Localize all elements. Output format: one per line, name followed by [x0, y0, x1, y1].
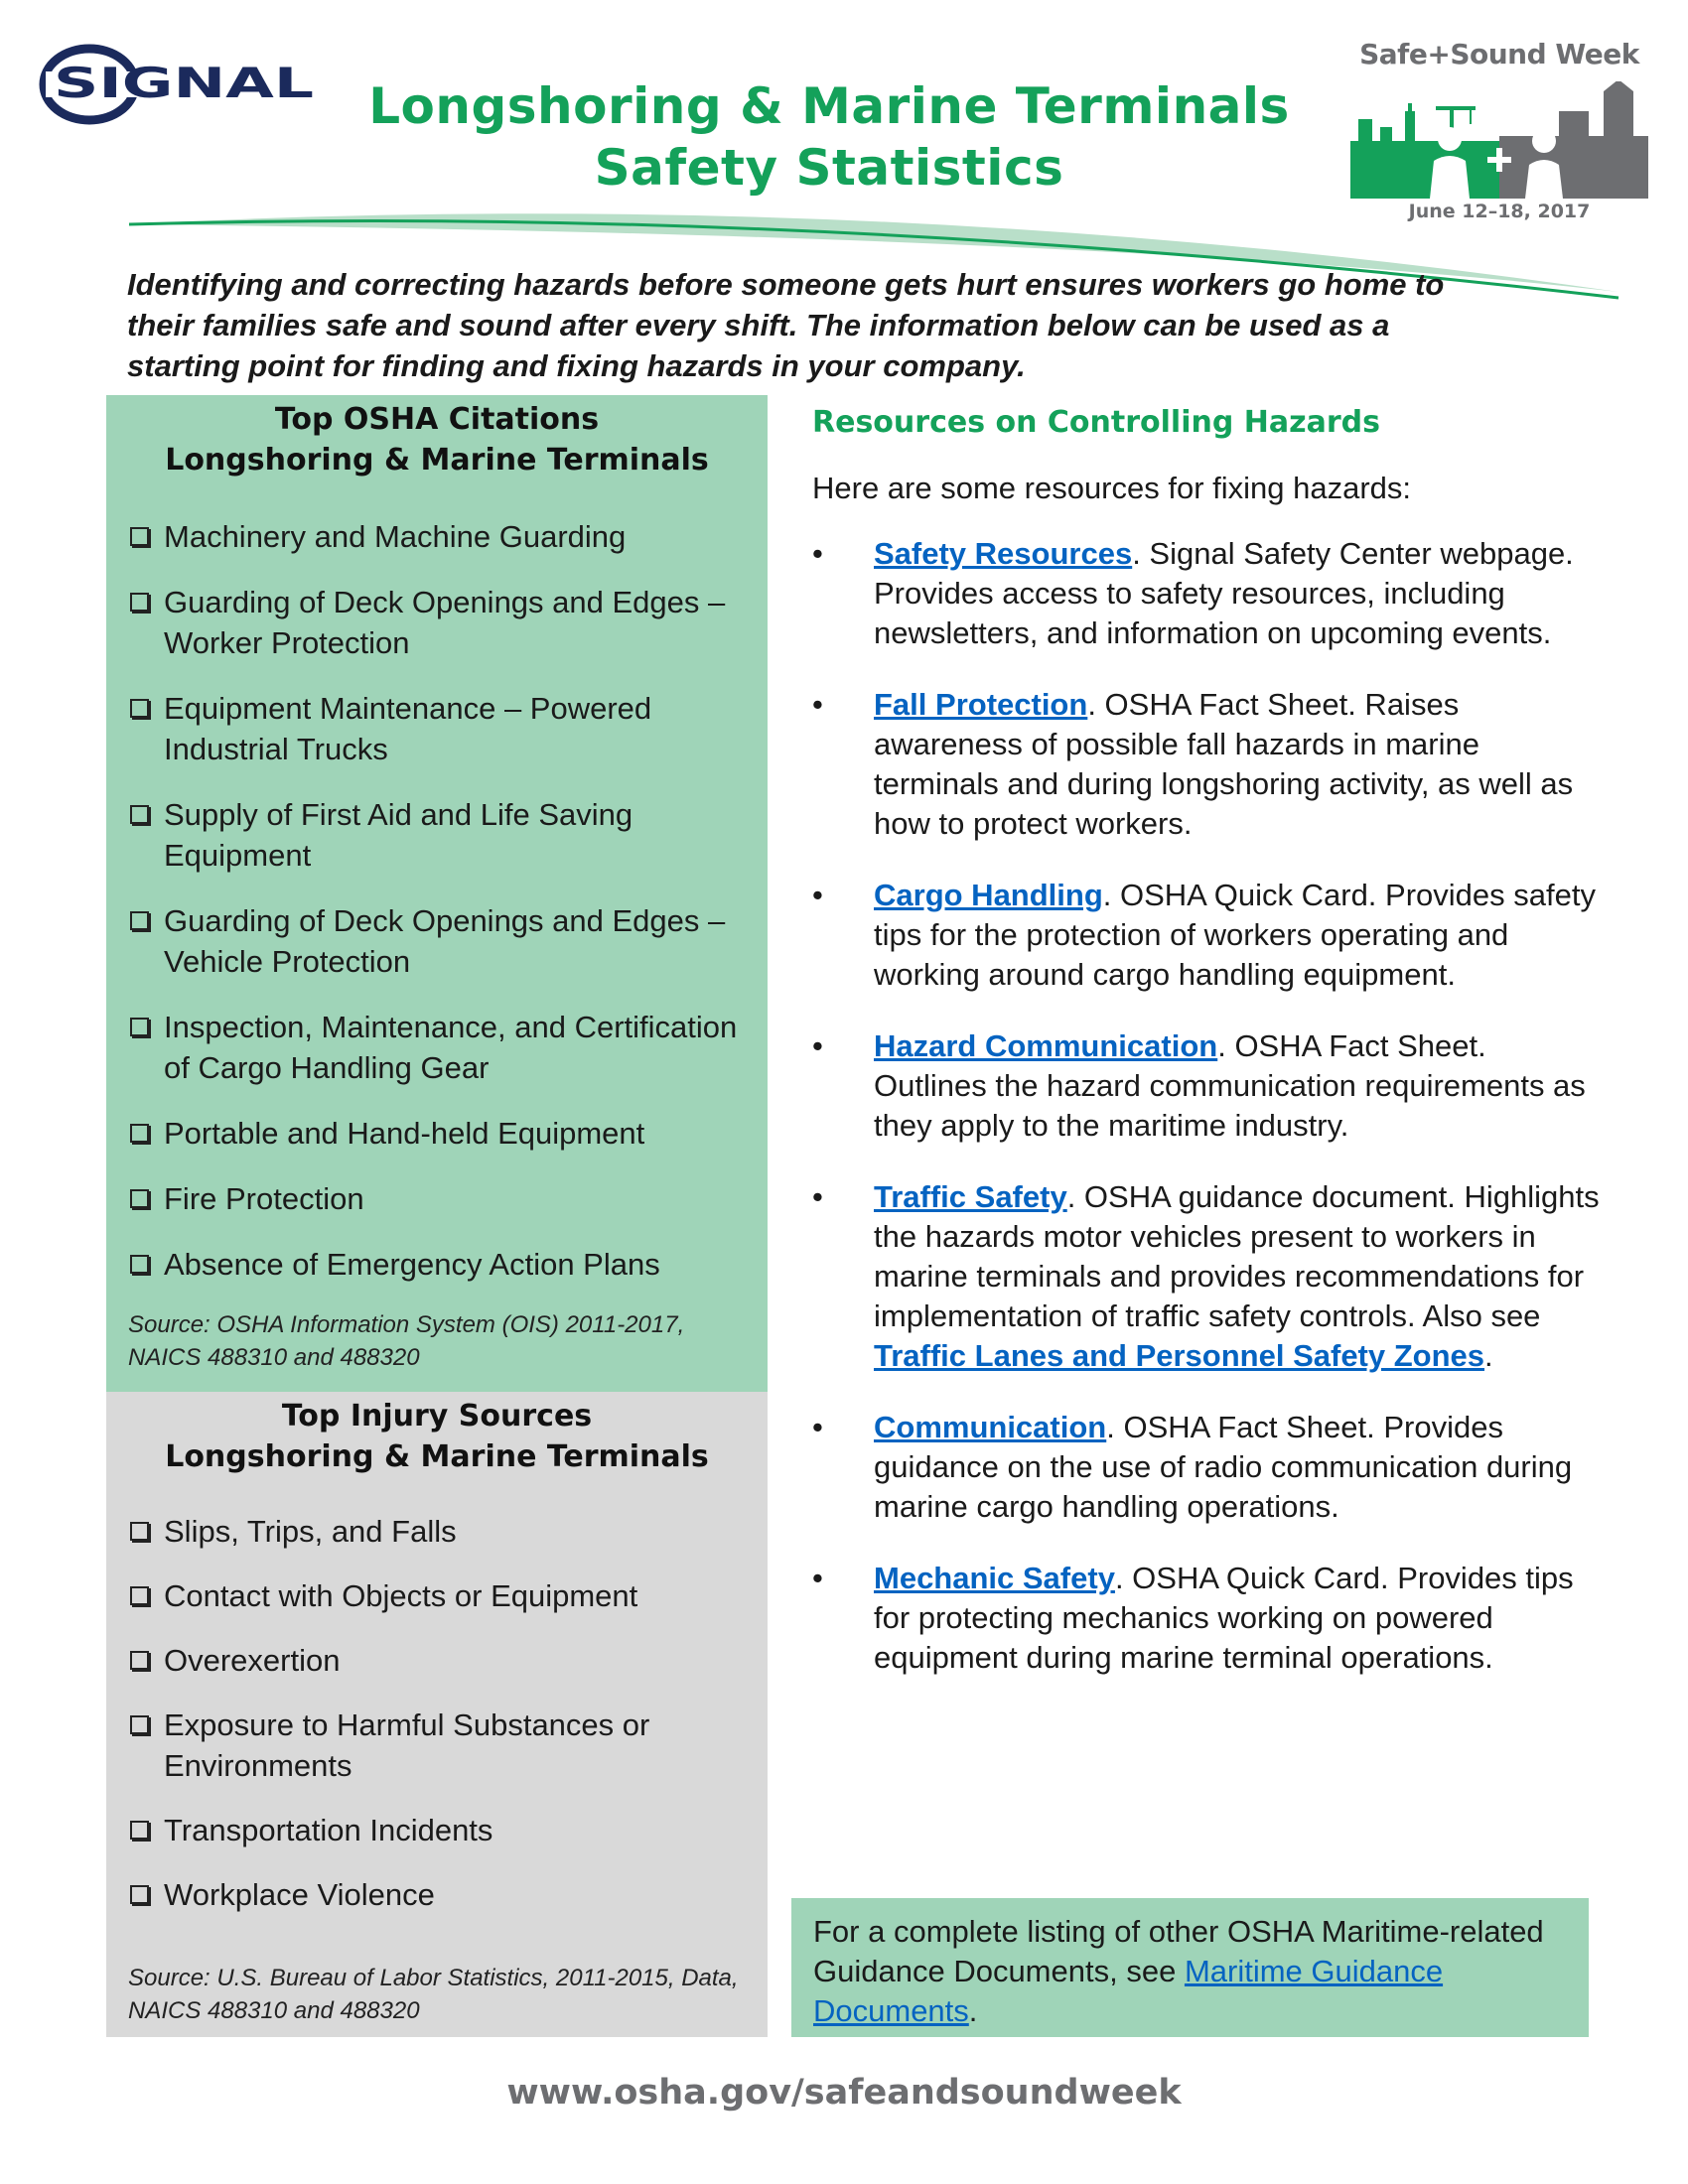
- footer-url[interactable]: www.osha.gov/safeandsoundweek: [506, 2073, 1182, 2113]
- maritime-guidance-box: For a complete listing of other OSHA Maritime-related Guidance Documents, see Maritime Guidance Documents.: [791, 1898, 1589, 2037]
- checkbox-icon: [130, 1124, 149, 1143]
- checkbox-icon: [130, 1522, 149, 1541]
- bullet: •: [812, 1179, 823, 1214]
- citations-heading: [106, 399, 768, 480]
- resources-intro: Here are some resources for fixing hazards:: [812, 471, 1412, 505]
- list-item: • Communication. OSHA Fact Sheet. Provides guidance on the use of radio communication during marine cargo handling operations.: [812, 1408, 1607, 1527]
- intro-paragraph: Identifying and correcting hazards before someone gets hurt ensures workers go home to their families safe and sound after every shift. The information below can be used as a starting point for finding and fixing hazards in your company.: [127, 267, 1445, 383]
- injuries-list: [128, 1511, 754, 1915]
- list-item: Overexertion: [128, 1640, 754, 1681]
- list-item: • Fall Protection. OSHA Fact Sheet. Raises awareness of possible fall hazards in marine terminals and during longshoring activity, as well as how to protect workers.: [812, 685, 1607, 844]
- list-item: • Traffic Safety. OSHA guidance document. Highlights the hazards motor vehicles present to workers in marine terminals and provides recommendations for implementation of traffic safety controls. Also see Traffic Lanes and Personnel Safety Zones.: [812, 1177, 1607, 1376]
- citations-list: [128, 516, 754, 1285]
- checkbox-icon: [130, 1586, 149, 1605]
- bullet: •: [812, 687, 823, 722]
- injuries-panel: [106, 1392, 768, 2037]
- checkbox-icon: [130, 805, 149, 824]
- link-cargo-handling[interactable]: Cargo Handling: [874, 878, 1103, 912]
- bullet: •: [812, 1410, 823, 1444]
- injuries-heading-line1: Top Injury Sources: [281, 1399, 593, 1433]
- list-item: Contact with Objects or Equipment: [128, 1575, 754, 1616]
- list-item: Workplace Violence: [128, 1874, 754, 1915]
- list-item: Equipment Maintenance – Powered Industrial Trucks: [128, 688, 754, 769]
- link-hazard-communication[interactable]: Hazard Communication: [874, 1028, 1218, 1063]
- resources-heading: Resources on Controlling Hazards: [812, 405, 1380, 440]
- guidance-text: For a complete listing of other OSHA Maritime-related Guidance Documents, see: [813, 1914, 1544, 1988]
- list-item: Machinery and Machine Guarding: [128, 516, 754, 557]
- bullet: •: [812, 1561, 823, 1595]
- link-traffic-safety[interactable]: Traffic Safety: [874, 1179, 1067, 1214]
- checkbox-icon: [130, 1018, 149, 1036]
- checkbox-icon: [130, 1821, 149, 1840]
- logo-wordmark: SIGNAL: [54, 59, 314, 107]
- injuries-heading-line2: Longshoring & Marine Terminals: [165, 1439, 709, 1474]
- list-item: • Cargo Handling. OSHA Quick Card. Provides safety tips for the protection of workers operating and working around cargo handling equipment.: [812, 876, 1607, 995]
- checkbox-icon: [130, 1255, 149, 1274]
- page-title: [318, 75, 1340, 199]
- link-communication[interactable]: Communication: [874, 1410, 1107, 1444]
- link-safety-resources[interactable]: Safety Resources: [874, 536, 1133, 571]
- badge-date: June 12–18, 2017: [1408, 201, 1591, 222]
- checkbox-icon: [130, 911, 149, 930]
- checkbox-icon: [130, 1651, 149, 1670]
- list-item: Absence of Emergency Action Plans: [128, 1244, 754, 1285]
- checkbox-icon: [130, 593, 149, 612]
- checkbox-icon: [130, 1189, 149, 1208]
- checkbox-icon: [130, 1885, 149, 1904]
- citations-heading-line2: Longshoring & Marine Terminals: [165, 443, 709, 478]
- title-line-1: Longshoring & Marine Terminals: [368, 77, 1290, 135]
- injuries-heading: [106, 1396, 768, 1477]
- badge-title: Safe+Sound Week: [1359, 38, 1639, 70]
- link-maritime-guidance[interactable]: Maritime Guidance Documents: [813, 1954, 1444, 2028]
- list-item: Guarding of Deck Openings and Edges – Worker Protection: [128, 582, 754, 663]
- link-mechanic-safety[interactable]: Mechanic Safety: [874, 1561, 1115, 1595]
- bullet: •: [812, 1028, 823, 1063]
- list-item: • Mechanic Safety. OSHA Quick Card. Provides tips for protecting mechanics working on powered equipment during marine terminal operations.: [812, 1559, 1607, 1678]
- link-fall-protection[interactable]: Fall Protection: [874, 687, 1088, 722]
- list-item: Supply of First Aid and Life Saving Equipment: [128, 794, 754, 876]
- list-item: • Hazard Communication. OSHA Fact Sheet. Outlines the hazard communication requirements as they apply to the maritime industry.: [812, 1026, 1607, 1146]
- resources-list: [812, 534, 1607, 1678]
- title-line-2: Safety Statistics: [594, 139, 1064, 197]
- list-item: • Safety Resources. Signal Safety Center webpage. Provides access to safety resources, including newsletters, and information on upcoming events.: [812, 534, 1607, 653]
- list-item: Slips, Trips, and Falls: [128, 1511, 754, 1552]
- citations-panel: [106, 395, 768, 1392]
- list-item: Guarding of Deck Openings and Edges – Vehicle Protection: [128, 900, 754, 982]
- skyline-illustration: [1350, 81, 1648, 199]
- bullet: •: [812, 878, 823, 912]
- list-item: Fire Protection: [128, 1178, 754, 1219]
- citations-heading-line1: Top OSHA Citations: [274, 402, 600, 437]
- signal-logo: [38, 40, 326, 129]
- checkbox-icon: [130, 1715, 149, 1734]
- list-item: Inspection, Maintenance, and Certification of Cargo Handling Gear: [128, 1007, 754, 1088]
- list-item: Exposure to Harmful Substances or Environments: [128, 1705, 754, 1786]
- link-traffic-lanes[interactable]: Traffic Lanes and Personnel Safety Zones: [874, 1338, 1485, 1373]
- list-item: Portable and Hand-held Equipment: [128, 1113, 754, 1154]
- checkbox-icon: [130, 527, 149, 546]
- checkbox-icon: [130, 699, 149, 718]
- list-item: Transportation Incidents: [128, 1810, 754, 1850]
- injuries-source: Source: U.S. Bureau of Labor Statistics, 2011-2015, Data, NAICS 488310 and 488320: [128, 1965, 739, 2024]
- citations-source: Source: OSHA Information System (OIS) 2011-2017, NAICS 488310 and 488320: [128, 1311, 685, 1371]
- bullet: •: [812, 536, 823, 571]
